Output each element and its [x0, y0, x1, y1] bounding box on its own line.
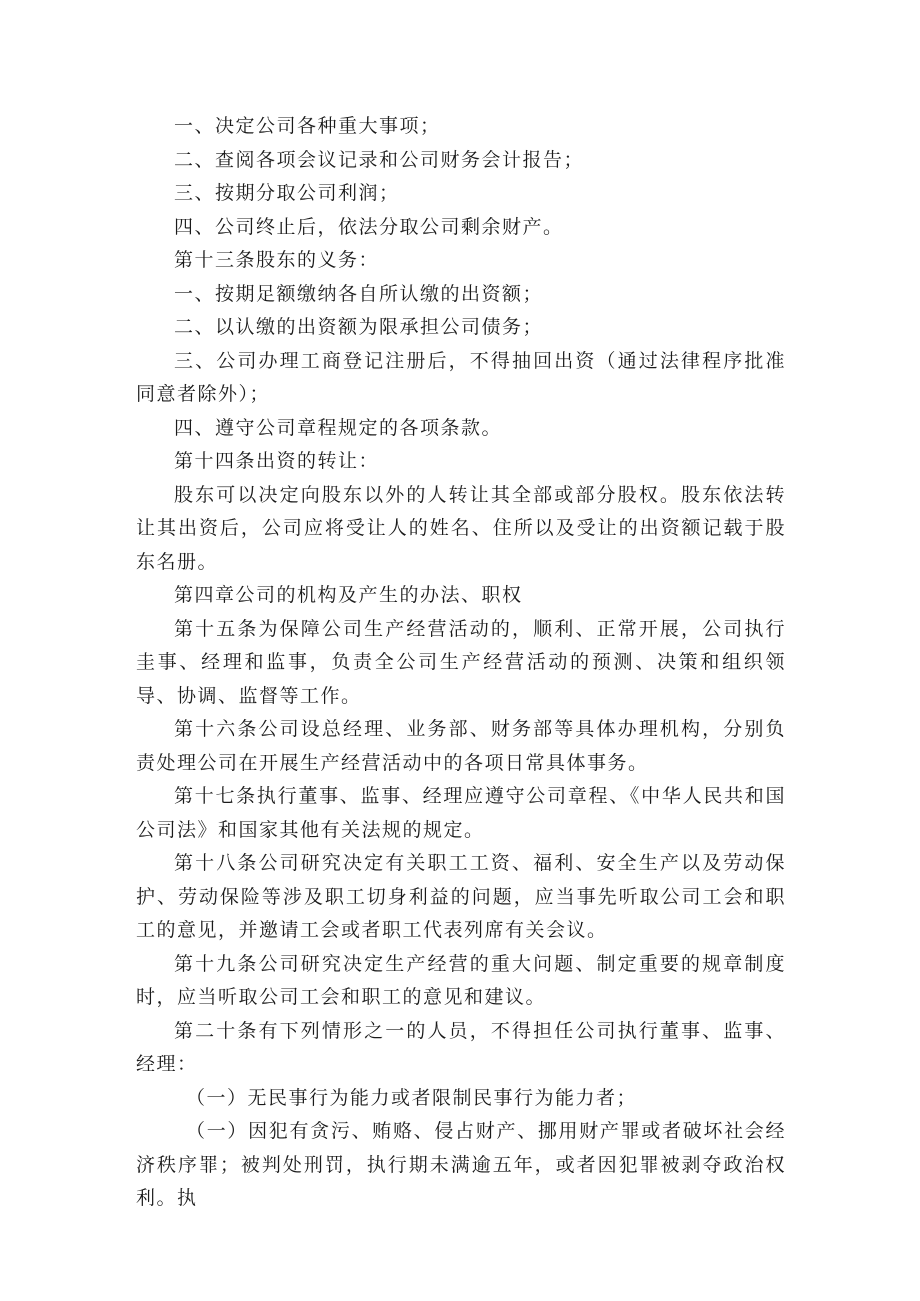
list-item: （一）因犯有贪污、贿赂、侵占财产、挪用财产罪或者破坏社会经济秩序罪；被判处刑罚，执行期未满逾五年，或者因犯罪被剥夺政治权利。执: [136, 1120, 786, 1209]
chapter-heading: 第四章公司的机构及产生的办法、职权: [174, 584, 523, 606]
paragraph: 第二十条有下列情形之一的人员，不得担任公司执行董事、监事、经理：: [136, 1019, 786, 1075]
article-heading: 第十四条出资的转让：: [174, 450, 380, 472]
paragraph: 第十九条公司研究决定生产经营的重大问题、制定重要的规章制度时，应当听取公司工会和职工的意见和建议。: [136, 952, 786, 1008]
document-body: [136, 110, 786, 1216]
paragraph: 二、以认缴的出资额为限承担公司债务；: [174, 316, 544, 338]
paragraph: 第十六条公司设总经理、业务部、财务部等具体办理机构，分别负责处理公司在开展生产经营活动中的各项日常具体事务。: [136, 718, 786, 774]
paragraph: 三、公司办理工商登记注册后，不得抽回出资（通过法律程序批准同意者除外）；: [136, 349, 786, 405]
paragraph: 四、遵守公司章程规定的各项条款。: [174, 416, 503, 439]
paragraph: 一、按期足额缴纳各自所认缴的出资额；: [174, 282, 544, 305]
paragraph: 第十八条公司研究决定有关职工工资、福利、安全生产以及劳动保护、劳动保险等涉及职工切身利益的问题，应当事先听取公司工会和职工的意见，并邀请工会或者职工代表列席有关会议。: [136, 852, 786, 941]
list-item: （一）无民事行为能力或者限制民事行为能力者；: [186, 1086, 638, 1109]
paragraph: 第十五条为保障公司生产经营活动的，顺利、正常开展，公司执行圭事、经理和监事，负责全公司生产经营活动的预测、决策和组织领导、协调、监督等工作。: [136, 617, 786, 707]
paragraph: 第十七条执行董事、监事、经理应遵守公司章程、《中华人民共和国公司法》和国家其他有关法规的规定。: [136, 785, 786, 841]
paragraph: 三、按期分取公司利润；: [174, 182, 400, 204]
paragraph: 二、查阅各项会议记录和公司财务会计报告；: [174, 148, 585, 171]
paragraph: 一、决定公司各种重大事项；: [174, 115, 441, 137]
paragraph: 四、公司终止后，依法分取公司剩余财产。: [174, 215, 564, 238]
paragraph: 股东可以决定向股东以外的人转让其全部或部分股权。股东依法转让其出资后，公司应将受让人的姓名、住所以及受让的出资额记载于股东名册。: [136, 483, 786, 573]
article-heading: 第十三条股东的义务：: [174, 249, 380, 271]
